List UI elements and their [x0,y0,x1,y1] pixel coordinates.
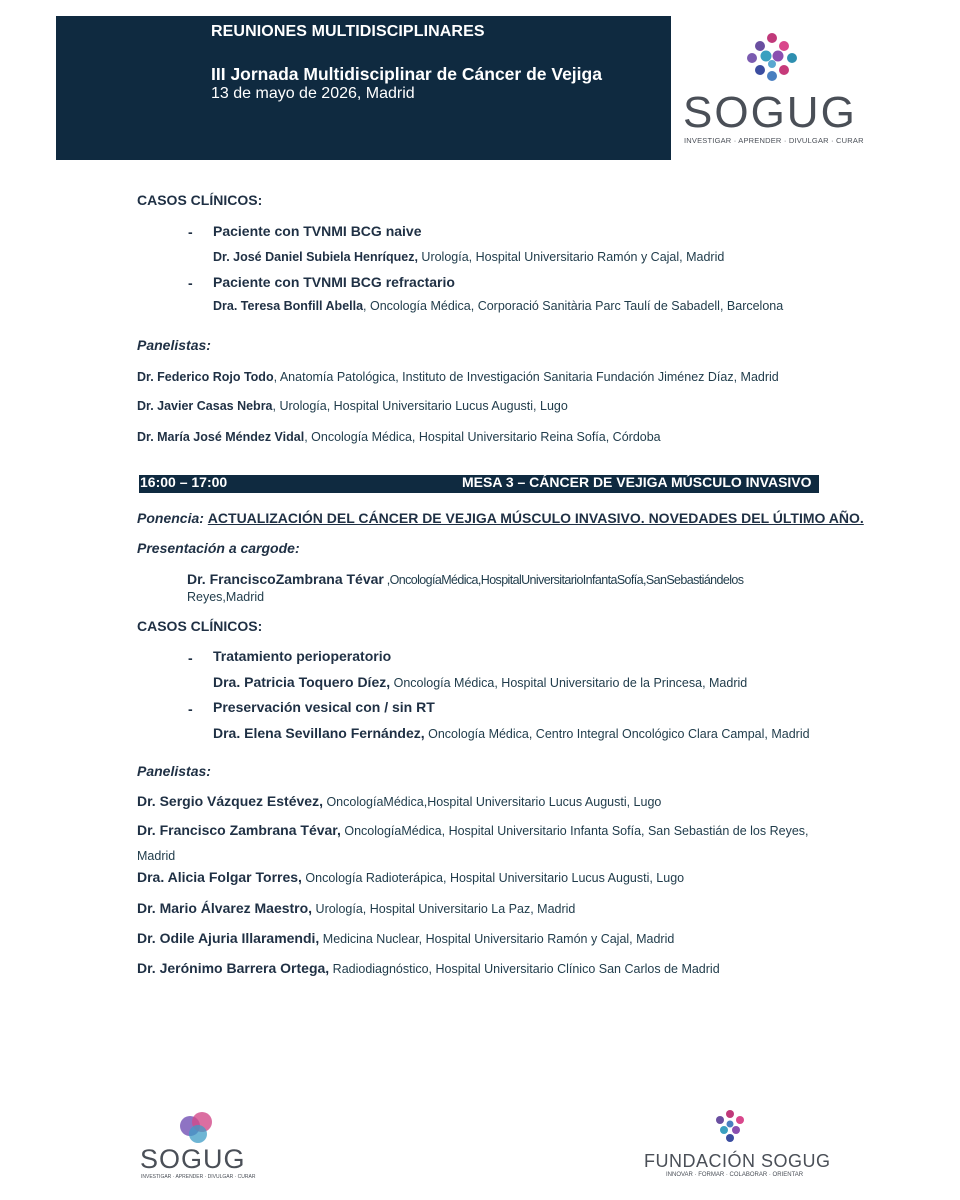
panelist-affiliation: Oncología Radioterápica, Hospital Universitario Lucus Augusti, Lugo [301,871,685,885]
case-topic: Paciente con TVNMI BCG naive [213,223,422,239]
footer-logo-tagline: INVESTIGAR · APRENDER · DIVULGAR · CURAR [141,1174,256,1180]
panelist-affiliation-cont: Madrid [137,849,176,863]
ponencia-line [137,510,864,526]
panelist-affiliation: , Anatomía Patológica, Instituto de Investigación Sanitaria Fundación Jiménez Díaz, Madrid [273,370,779,384]
event-date-place: 13 de mayo de 2026, Madrid [211,85,415,102]
case-topic: Preservación vesical con / sin RT [213,699,435,715]
panelist-name: Dr. Federico Rojo Todo [137,370,274,384]
presenter-affiliation-cont: Reyes,Madrid [187,590,265,604]
panelist-name: Dr. Mario Álvarez Maestro, [137,900,313,916]
panelist [137,793,661,809]
case-topic: Tratamiento perioperatorio [213,648,392,664]
bullet-dash: - [188,275,193,291]
logo-tagline: INVESTIGAR · APRENDER · DIVULGAR · CURAR [684,136,864,145]
session-title: MESA 3 – CÁNCER DE VEJIGA MÚSCULO INVASIVO [462,474,812,490]
panelist [137,869,684,885]
panelist-affiliation: Medicina Nuclear, Hospital Universitario Ramón y Cajal, Madrid [319,932,675,946]
speaker-name: Dra. Patricia Toquero Díez, [213,674,391,690]
panelist [137,430,661,444]
panelists-heading: Panelistas: [137,763,211,779]
speaker-affiliation: Oncología Médica, Hospital Universitario de la Princesa, Madrid [390,676,748,690]
presentation-label: Presentación a cargode: [137,540,300,556]
panelist [137,930,674,946]
panelist-affiliation: Urología, Hospital Universitario La Paz, Madrid [312,902,576,916]
case-speaker [213,299,783,313]
bullet-dash: - [188,650,193,666]
panelist-affiliation: , Urología, Hospital Universitario Lucus Augusti, Lugo [272,399,568,413]
panelist [137,822,809,838]
panelist-affiliation: Radiodiagnóstico, Hospital Universitario Clínico San Carlos de Madrid [329,962,720,976]
panelist [137,399,568,413]
fundacion-logo-icon [708,1108,752,1148]
ponencia-label: Ponencia: [137,510,204,526]
logo-wordmark: SOGUG [683,88,857,137]
footer-logo-wordmark: SOGUG [140,1144,246,1174]
case-topic: Paciente con TVNMI BCG refractario [213,274,455,290]
session-time: 16:00 – 17:00 [140,474,228,490]
panelist-name: Dr. Odile Ajuria Illaramendi, [137,930,320,946]
panelist-name: Dr. Javier Casas Nebra [137,399,273,413]
panelist [137,370,779,384]
footer-sogug-logo-icon [168,1108,228,1148]
ponencia-title: ACTUALIZACIÓN DEL CÁNCER DE VEJIGA MÚSCULO INVASIVO. NOVEDADES DEL ÚLTIMO AÑO. [207,510,864,526]
panelist-affiliation: , Oncología Médica, Hospital Universitario Reina Sofía, Córdoba [304,430,661,444]
panelist [137,900,575,916]
panelist-name: Dr. Francisco Zambrana Tévar, [137,822,341,838]
speaker-affiliation: Urología, Hospital Universitario Ramón y Cajal, Madrid [417,250,725,264]
case-speaker [213,250,724,264]
speaker-affiliation: , Oncología Médica, Corporació Sanitària Parc Taulí de Sabadell, Barcelona [363,299,784,313]
casos-heading: CASOS CLÍNICOS: [137,192,263,208]
panelist-name: Dra. Alicia Folgar Torres, [137,869,302,885]
panelist-affiliation: OncologíaMédica,Hospital Universitario Lucus Augusti, Lugo [322,795,662,809]
panelist-affiliation: OncologíaMédica, Hospital Universitario Infanta Sofía, San Sebastián de los Reyes, [340,824,809,838]
speaker-affiliation: Oncología Médica, Centro Integral Oncológico Clara Campal, Madrid [424,727,810,741]
speaker-name: Dra. Teresa Bonfill Abella [213,299,364,313]
presenter-name: Dr. FranciscoZambrana Tévar [187,571,384,587]
panelist-name: Dr. Sergio Vázquez Estévez, [137,793,323,809]
speaker-name: Dr. José Daniel Subiela Henríquez, [213,250,418,264]
header-kicker: REUNIONES MULTIDISCIPLINARES [211,23,485,40]
speaker-name: Dra. Elena Sevillano Fernández, [213,725,425,741]
fundacion-tagline: INNOVAR · FORMAR · COLABORAR · ORIENTAR [666,1172,804,1178]
panelists-heading: Panelistas: [137,337,211,353]
case-speaker [213,725,810,741]
panelist-name: Dr. María José Méndez Vidal [137,430,305,444]
panelist [137,960,720,976]
panelist-name: Dr. Jerónimo Barrera Ortega, [137,960,330,976]
presenter [187,571,743,587]
casos-heading: CASOS CLÍNICOS: [137,618,263,634]
event-title: III Jornada Multidisciplinar de Cáncer de Vejiga [211,64,602,84]
bullet-dash: - [188,701,193,717]
case-speaker [213,674,747,690]
presenter-affiliation: ,OncologíaMédica,HospitalUniversitarioInfantaSofía,SanSebastiándelos [383,573,744,587]
bullet-dash: - [188,224,193,240]
fundacion-wordmark: FUNDACIÓN SOGUG [644,1151,831,1171]
